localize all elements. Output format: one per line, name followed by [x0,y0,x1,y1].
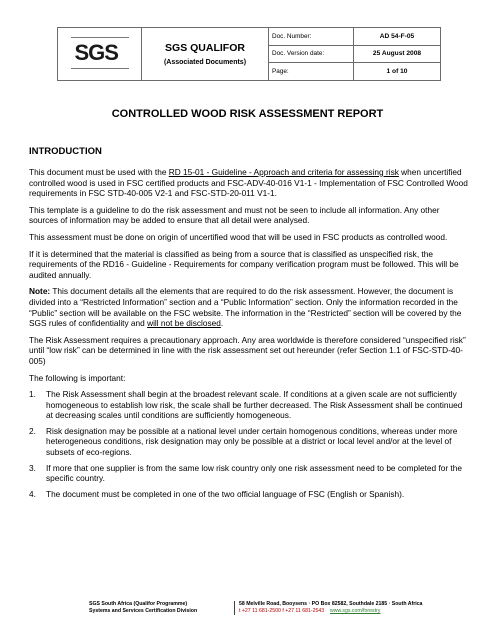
list-text: Risk designation may be possible at a national level under certain homogenous conditions, whereas under more heterogeneous conditions, risk designation may only be possible at a district or local level and/or at the level of subsets of eco-regions. [46,425,458,458]
underlined-text: will not be disclosed [147,318,221,329]
page-number: 1 of 10 [354,63,441,81]
paragraph-template: This template is a guideline to do the risk assessment and must not be seen to include all information. Any other sources of information may be added to ensure that all detail were analysed. [29,204,440,226]
header-title-cell [142,28,269,81]
numbered-list [29,389,469,499]
list-item [29,389,469,421]
logo-cell [58,28,142,81]
note-label: Note: [29,286,51,297]
paragraph-assessment-scope: This assessment must be done on origin of uncertified wood that will be used in FSC products as controlled wood. [29,231,448,242]
list-text: The document must be completed in one of the two official language of FSC (English or Spanish). [46,488,405,499]
footer-company [89,601,229,615]
footer-line: Systems and Services Certification Division [89,608,198,615]
list-text: If more that one supplier is from the same low risk country only one risk assessment need to be completed for the specific country. [46,462,462,484]
paragraph-text: This document must be used with the [29,167,169,177]
guideline-reference: RD 15-01 - Guideline - Approach and criteria for assessing risk [168,167,399,177]
list-number: 2. [29,425,36,436]
doc-number: AD 54-F-05 [354,28,441,46]
page-label: Page: [269,63,354,81]
paragraph-precautionary: The Risk Assessment requires a precautionary approach. Any area worldwide is therefore considered “unspecified risk” until “low risk” can be determined in line with the risk assessment set out hereunder (refer Section 1.1 of FSC-STD-40-005) [29,334,466,366]
list-number: 4. [29,488,36,499]
paragraph-important: The following is important: [29,372,126,383]
document-body [29,167,469,504]
list-number: 3. [29,462,36,473]
footer-line: SGS South Africa (Qualifor Programme) [89,601,188,607]
footer-address [234,601,429,615]
footer-website-link[interactable]: www.sgs.com/forestry [329,608,381,615]
document-title: CONTROLLED WOOD RISK ASSESSMENT REPORT [111,108,384,120]
doc-number-label: Doc. Number: [269,28,354,46]
paragraph-text: when uncertified controlled wood is used in FSC certified products and FSC-ADV-40-016 V1-1 - Implementation of FSC Controlled Wood requirements in FSC STD-40-005 V2-1 and FSC-STD-20-011 V1-1. [29,167,468,199]
document-header [57,27,441,81]
paragraph-guideline [29,167,469,199]
paragraph-unspecified-risk: If it is determined that the material is classified as being from a source that is classified as unspecified risk, the requirements of the RD16 - Guideline - Requirements for company verification program must be followed. This will be audited annually. [29,248,459,280]
version-date: 25 August 2008 [354,45,441,63]
list-number: 1. [29,389,36,400]
company-name: SGS QUALIFOR [165,42,245,54]
sgs-logo [69,35,131,71]
intro-heading: INTRODUCTION [29,146,102,157]
footer-phone: t +27 11 681-2500 f +27 11 681-2543 [239,608,325,615]
version-date-label: Doc. Version date: [269,45,354,63]
list-item [29,426,469,458]
logo-text: SGS [74,40,118,65]
list-text: The Risk Assessment shall begin at the broadest relevant scale. If conditions at a given scale are not sufficiently homogeneous to establish low risk, the scale shall be further decreased. The Risk Assessment shall be continued at decreasing scales until conditions are sufficiently homogeneous. [46,389,463,421]
footer-line: 58 Melville Road, Booysens · PO Box 82582, Southdale 2185 · South Africa [239,601,423,607]
paragraph-note [29,286,469,328]
page-footer [89,601,423,623]
paragraph-text: . [220,318,224,329]
list-item [29,463,469,484]
list-item [29,489,469,500]
header-subtitle: (Associated Documents) [163,59,247,66]
paragraph-text: This document details all the elements that are required to do the risk assessment. However, the document is divided into a “Restricted Information” section and a “Public Information” section. Only the information recorded in the “Public” section will be available on the FSC website. The information in the “Restricted” section will be covered by the SGS rules of confidentiality and [29,286,462,329]
